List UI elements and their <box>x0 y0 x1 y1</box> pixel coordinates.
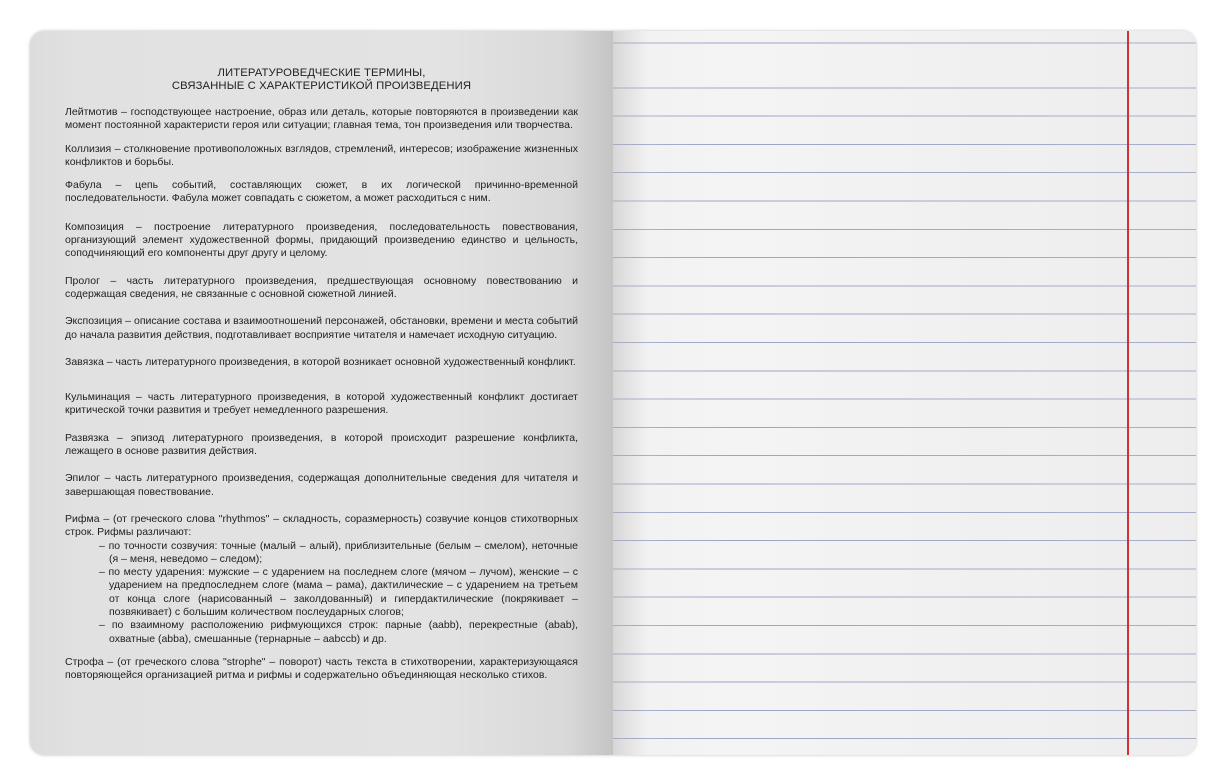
term-zavyazka: Завязка – часть литературного произведения, в которой возникает основной художественный конфликт. <box>65 355 576 368</box>
title-line-2: СВЯЗАННЫЕ С ХАРАКТЕРИСТИКОЙ ПРОИЗВЕДЕНИЯ <box>171 80 472 92</box>
rifma-item: – по взаимному расположению рифмующихся строк: парные (aabb), перекрестные (abab), охватные (abba), смешанные (тернарные – aabccb) и др. <box>99 619 578 645</box>
term-kolliziya: Коллизия – столкновение противоположных взглядов, стремлений, интересов; изображение жизненных конфликтов и борьбы. <box>65 142 578 168</box>
right-page-lined <box>613 31 1196 755</box>
term-kulminaciya: Кульминация – часть литературного произведения, в которой художественный конфликт достигает критической точки развития и требует немедленного разрешения. <box>65 391 578 417</box>
rifma-item: – по месту ударения: мужские – с ударением на последнем слоге (мячом – лучом), женские – с ударением на предпоследнем слоге (мама – рама), дактилические – с ударением на третьем от конца слоге (нарисованный – заколдованный) и гипердактилические (покрякивает – позвякивает) с большим количеством послеударных слогов; <box>99 566 578 619</box>
term-razvyazka: Развязка – эпизод литературного произведения, в которой происходит разрешение конфликта, лежащего в основе развития действия. <box>65 431 578 458</box>
term-ekspoziciya: Экспозиция – описание состава и взаимоотношений персонажей, обстановки, времени и места событий до начала развития действия, подготавливает восприятие читателя и намечает исходную ситуацию. <box>65 315 578 341</box>
rifma-item: – по точности созвучия: точные (малый – алый), приблизительные (белым – смелом), неточные (я – меня, неведомо – следом); <box>99 539 578 565</box>
notebook-spread <box>30 31 1196 755</box>
page-title <box>65 67 578 93</box>
term-fabula: Фабула – цепь событий, составляющих сюжет, в их логической причинно-временной последовательности. Фабула может совпадать с сюжетом, а может расходиться с ним. <box>65 179 578 205</box>
term-leitmotiv: Лейтмотив – господствующее настроение, образ или деталь, которые повторяются в произведении как момент постоянной характеристи героя или ситуации; главная тема, тон произведения или творчества. <box>65 106 578 132</box>
term-kompoziciya: Композиция – построение литературного произведения, последовательность повествования, организующий элемент художественной формы, придающий произведению единство и цельность, соподчиняющий его компоненты друг другу и целому. <box>65 220 578 260</box>
term-prolog: Пролог – часть литературного произведения, предшествующая основному повествованию и содержащая сведения, не связанные с основной сюжетной линией. <box>65 274 578 300</box>
left-page <box>30 31 613 755</box>
term-epilog: Эпилог – часть литературного произведения, содержащая дополнительные сведения для читателя и завершающая повествование. <box>65 472 578 498</box>
term-strofa: Строфа – (от греческого слова "strophe" – поворот) часть текста в стихотворении, характеризующаяся повторяющейся организацией ритма и рифмы и содержательно объединяющая несколько стихов. <box>65 655 578 682</box>
title-line-1: ЛИТЕРАТУРОВЕДЧЕСКИЕ ТЕРМИНЫ, <box>217 67 426 79</box>
terms-content <box>65 67 578 693</box>
term-rifma: Рифма – (от греческого слова "rhythmos" – складность, соразмерность) созвучие концов стихотворных строк. Рифмы различают: <box>65 512 578 539</box>
red-margin-line <box>1127 31 1129 755</box>
rifma-list <box>65 540 578 646</box>
